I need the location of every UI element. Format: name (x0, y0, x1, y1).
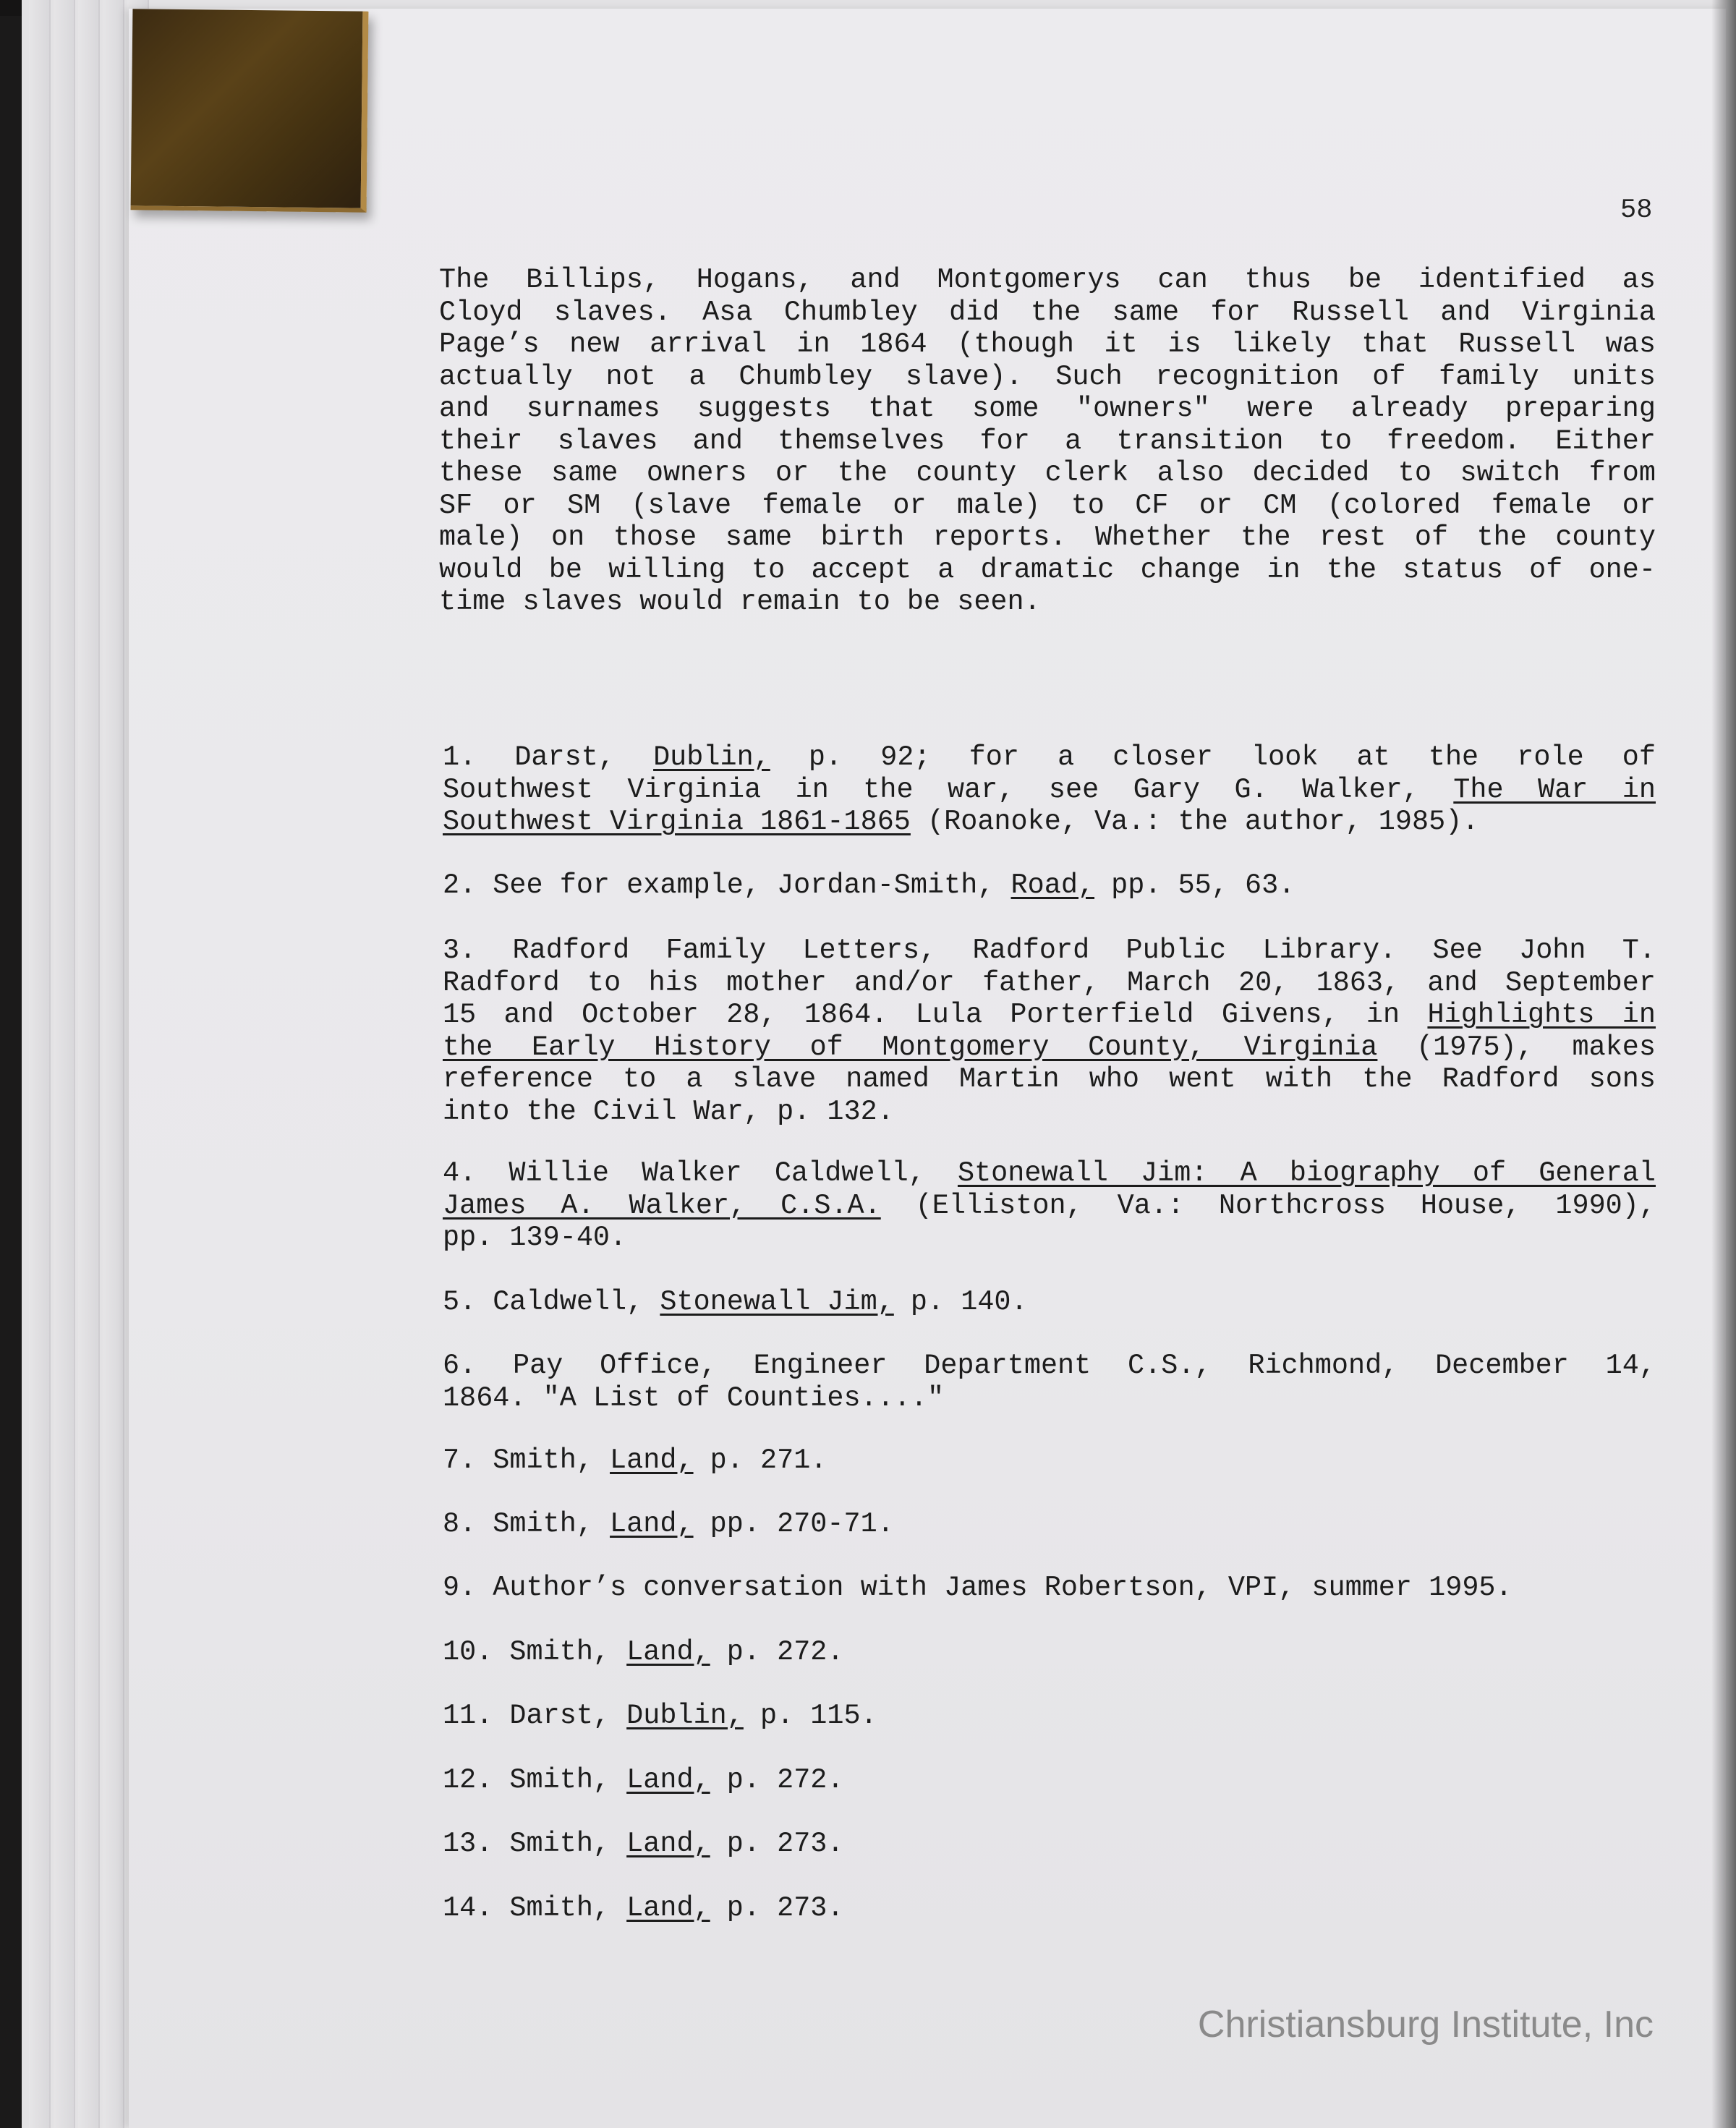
footnote-12 (443, 1764, 1656, 1797)
page-right-shadow (1711, 0, 1736, 2128)
body-paragraph (439, 264, 1656, 618)
footnote-line: 12. Smith, Land, p. 272. (443, 1764, 844, 1796)
citation-title: the Early History of Montgomery County, Virginia (443, 1031, 1378, 1063)
paragraph-line: Cloyd slaves. Asa Chumbley did the same for Russell and Virginia (439, 296, 1656, 328)
citation-title: Highlights in (1427, 999, 1656, 1031)
page-number: 58 (1620, 195, 1653, 226)
stacked-page-edge (29, 0, 51, 2128)
paragraph-line: their slaves and themselves for a transition to freedom. Either (439, 425, 1656, 457)
citation-title: Dublin, (653, 741, 770, 773)
paragraph-line: The Billips, Hogans, and Montgomerys can thus be identified as (439, 264, 1656, 296)
citation-title: Land, (626, 1636, 710, 1668)
citation-title: Land, (626, 1828, 710, 1860)
citation-title: Road, (1010, 869, 1095, 901)
footnote-line: 1864. "A List of Counties...." (443, 1382, 945, 1414)
footnote-line: 6. Pay Office, Engineer Department C.S., Richmond, December 14, (443, 1350, 1656, 1382)
citation-title: Southwest Virginia 1861-1865 (443, 806, 911, 838)
citation-title: Land, (610, 1444, 694, 1476)
footnote-7 (443, 1444, 1656, 1477)
citation-title: Land, (626, 1764, 710, 1796)
footnote-1 (443, 741, 1656, 838)
stacked-page-edge (78, 0, 100, 2128)
citation-title: Dublin, (626, 1700, 744, 1732)
footnote-line: 1. Darst, Dublin, p. 92; for a closer look at the role of (443, 741, 1656, 773)
footnote-line: Radford to his mother and/or father, March 20, 1863, and September (443, 966, 1656, 999)
paragraph-line: these same owners or the county clerk also decided to switch from (439, 457, 1656, 489)
footnote-line: 3. Radford Family Letters, Radford Public Library. See John T. (443, 935, 1656, 966)
footnote-line: the Early History of Montgomery County, Virginia (1975), makes (443, 1031, 1656, 1063)
watermark: Christiansburg Institute, Inc (1197, 2004, 1654, 2046)
footnote-11 (443, 1700, 1656, 1732)
paragraph-line: SF or SM (slave female or male) to CF or CM (colored female or (439, 489, 1656, 522)
citation-title: Stonewall Jim, (660, 1286, 894, 1318)
footnote-line: 15 and October 28, 1864. Lula Porterfield Givens, in Highlights in (443, 999, 1656, 1031)
paragraph-line: time slaves would remain to be seen. (439, 586, 1041, 618)
citation-title: James A. Walker, C.S.A. (443, 1189, 881, 1222)
stacked-page-edge (103, 0, 124, 2128)
paragraph-line: would be willing to accept a dramatic change in the status of one- (439, 553, 1656, 586)
footnote-line: James A. Walker, C.S.A. (Elliston, Va.: Northcross House, 1990), (443, 1189, 1656, 1222)
footnote-line: 10. Smith, Land, p. 272. (443, 1636, 844, 1668)
footnote-14 (443, 1892, 1656, 1925)
footnote-line: into the Civil War, p. 132. (443, 1095, 894, 1128)
footnote-6 (443, 1350, 1656, 1414)
footnote-line: Southwest Virginia in the war, see Gary G. Walker, The War in (443, 773, 1656, 806)
footnote-3 (443, 935, 1656, 1128)
paragraph-line: male) on those same birth reports. Whether the rest of the county (439, 522, 1656, 553)
citation-title: Land, (610, 1508, 694, 1540)
footnote-line: 5. Caldwell, Stonewall Jim, p. 140. (443, 1286, 1028, 1318)
footnote-line: 11. Darst, Dublin, p. 115. (443, 1700, 877, 1732)
footnote-line: Southwest Virginia 1861-1865 (Roanoke, Va.: the author, 1985). (443, 806, 1479, 838)
stacked-page-edge (54, 0, 75, 2128)
footnote-2 (443, 869, 1656, 902)
footnote-line: pp. 139-40. (443, 1222, 627, 1254)
footnote-line: 13. Smith, Land, p. 273. (443, 1828, 844, 1860)
footnote-line: 8. Smith, Land, pp. 270-71. (443, 1508, 894, 1540)
paragraph-line: and surnames suggests that some "owners" were already preparing (439, 393, 1656, 425)
paragraph-line: actually not a Chumbley slave). Such recognition of family units (439, 360, 1656, 393)
footnote-9 (443, 1572, 1656, 1604)
paragraph-line: Page’s new arrival in 1864 (though it is likely that Russell was (439, 328, 1656, 360)
footnote-8 (443, 1508, 1656, 1541)
citation-title: The War in (1453, 773, 1656, 806)
footnote-line: 2. See for example, Jordan-Smith, Road, pp. 55, 63. (443, 869, 1295, 901)
citation-title: Land, (626, 1892, 710, 1924)
footnote-13 (443, 1828, 1656, 1860)
footnote-line: 14. Smith, Land, p. 273. (443, 1892, 844, 1924)
footnote-4 (443, 1157, 1656, 1254)
footnote-5 (443, 1286, 1656, 1319)
footnote-10 (443, 1636, 1656, 1669)
footnote-line: 7. Smith, Land, p. 271. (443, 1444, 827, 1476)
brass-binder-clip (131, 9, 369, 212)
citation-title: Stonewall Jim: A biography of General (957, 1157, 1656, 1189)
footnote-line: 9. Author’s conversation with James Robertson, VPI, summer 1995. (443, 1572, 1512, 1604)
footnote-line: reference to a slave named Martin who went with the Radford sons (443, 1063, 1656, 1095)
footnote-line: 4. Willie Walker Caldwell, Stonewall Jim: A biography of General (443, 1157, 1656, 1189)
